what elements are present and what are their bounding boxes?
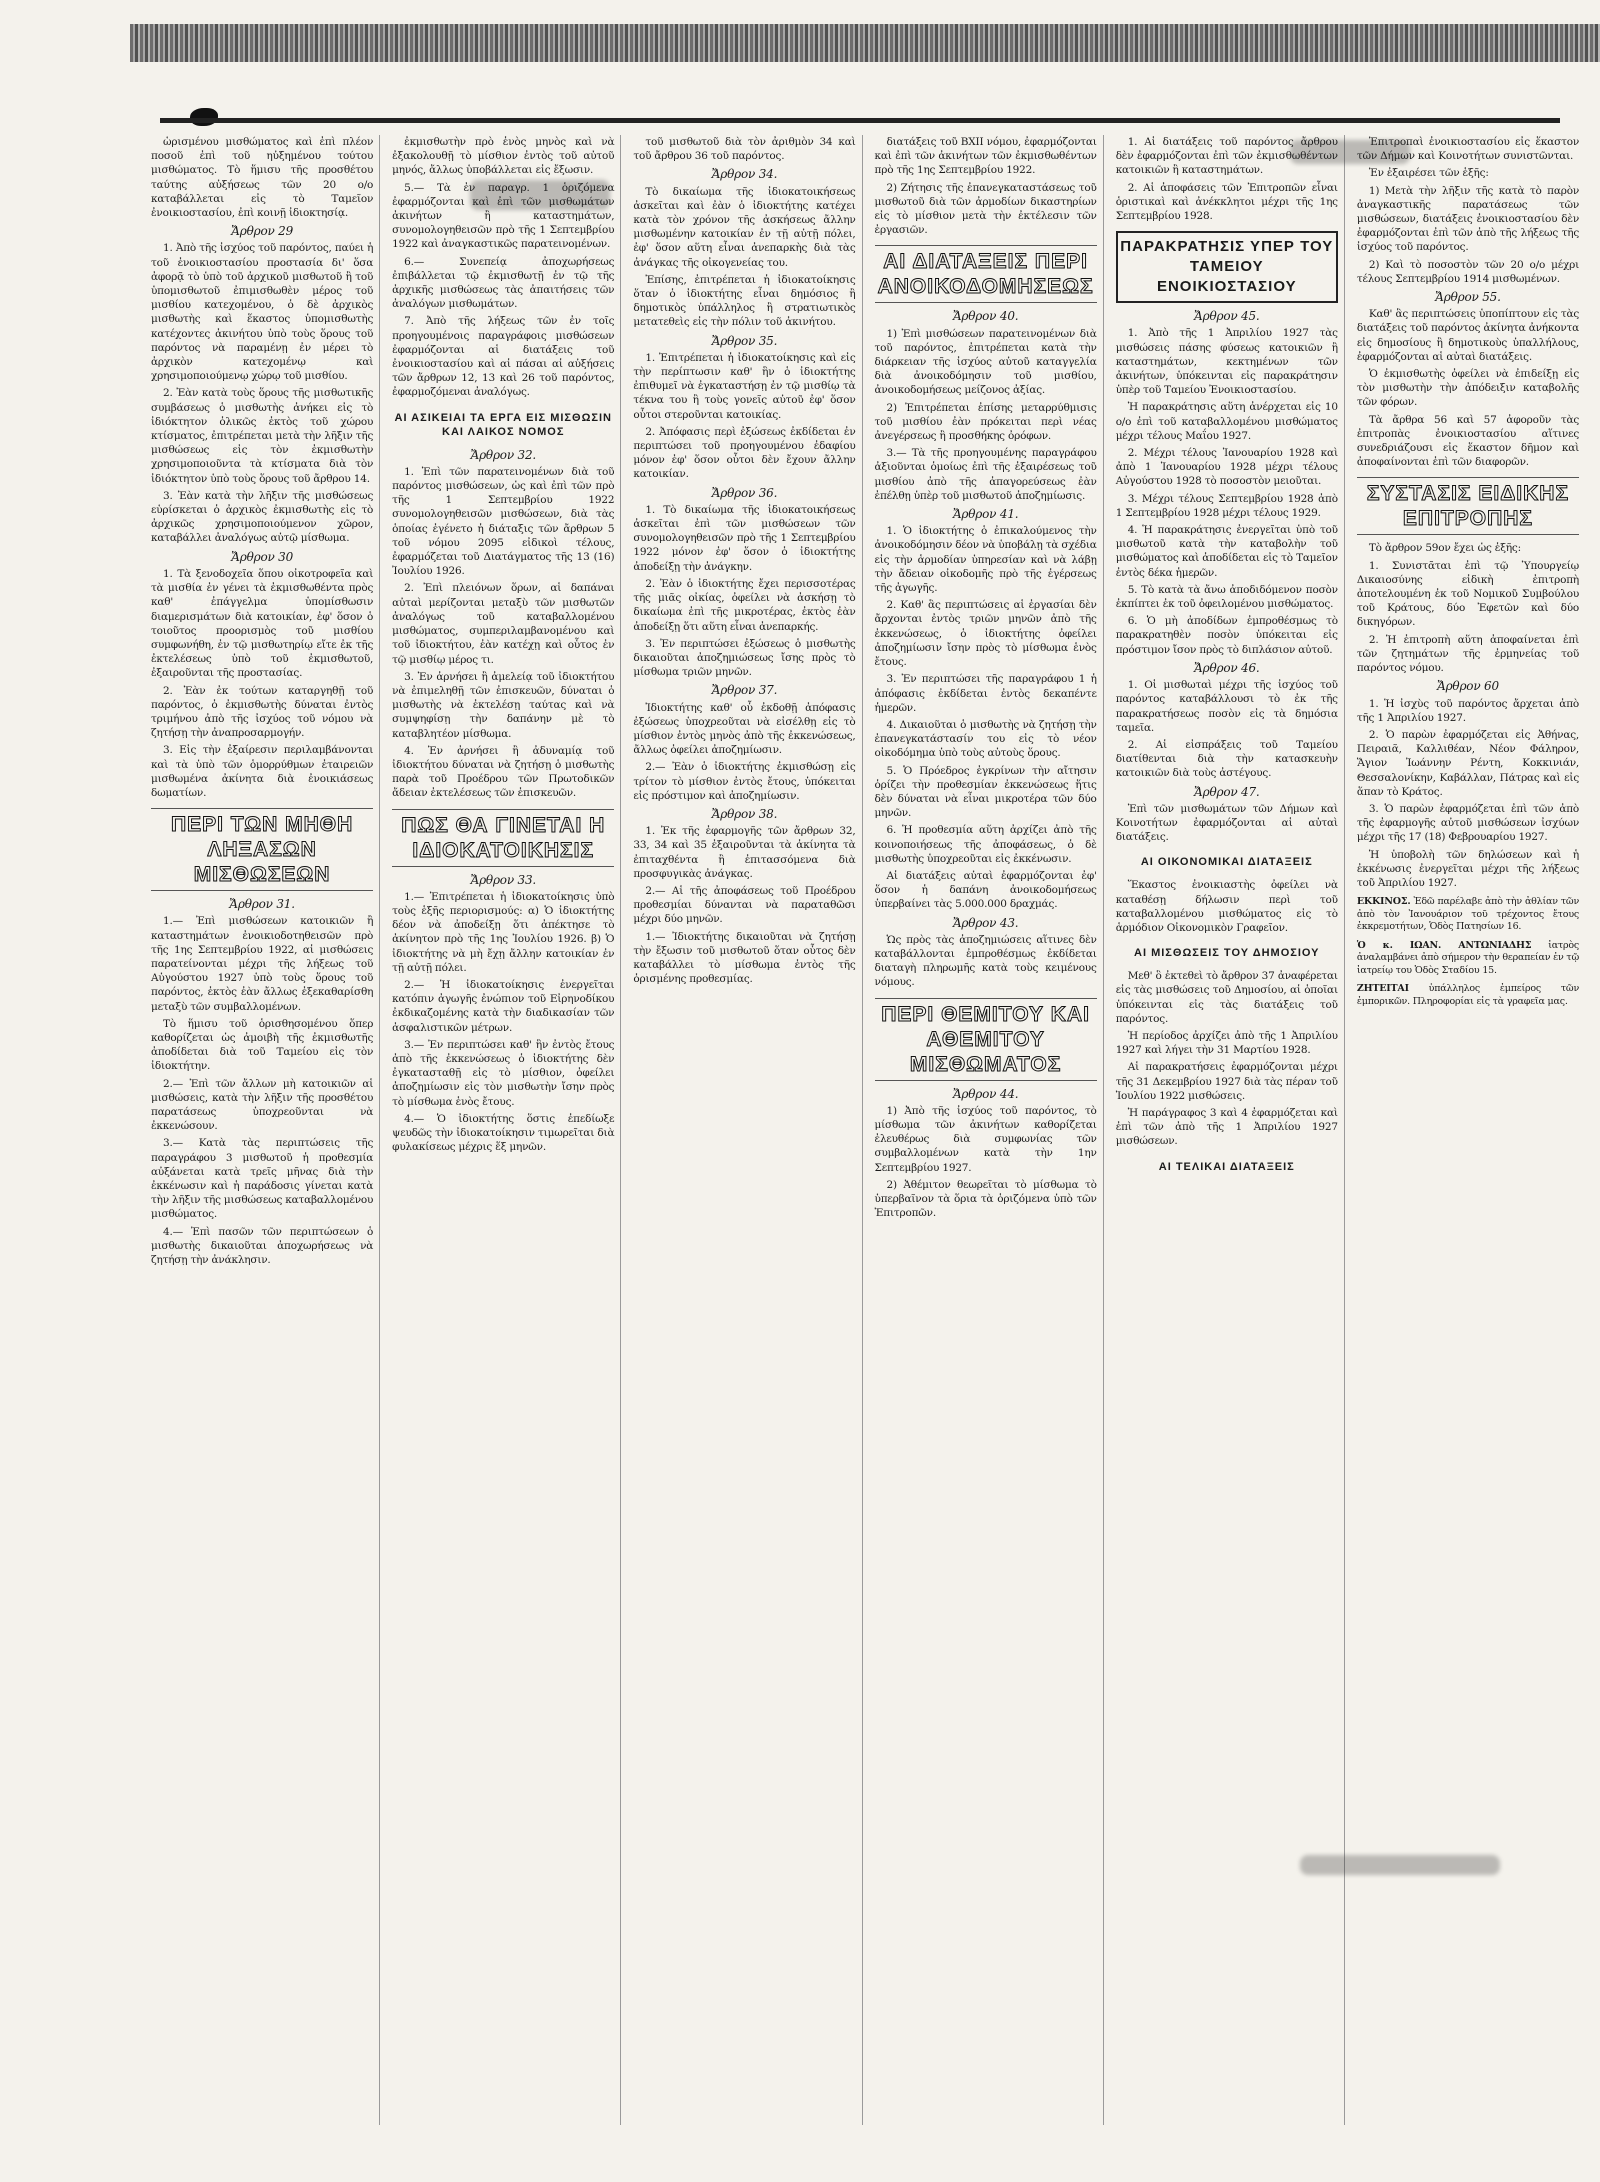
article-heading: Ἄρθρον 60 — [1436, 679, 1499, 694]
article-heading: Ἄρθρον 41. — [952, 507, 1019, 522]
notice-text: Ἐδῶ παρέλαβε ἀπὸ τὴν ἀθλίαν τῶν ἀπὸ τὸν Ἰανουάριον τοῦ τρέχοντος ἔτους ἐκκρεμοτήτων, Ὁδὸς Πατησίων 16. — [1356, 896, 1580, 933]
paragraph: 6.— Συνεπείᾳ ἀποχωρήσεως ἐπιβάλλεται τῷ ἐκμισθωτῇ ἐν τῷ τῆς ἀρχικῆς μισθώσεως τὰς ἀπαιτήσεις τῶν ἀναλόγων μισθωμάτων. — [392, 255, 615, 311]
paragraph: Ἕκαστος ἐνοικιαστὴς ὀφείλει νὰ καταθέσῃ δήλωσιν περὶ τοῦ καταβαλλομένου μισθώματος εἰς τὸ ἁρμόδιον Οἰκονομικὸν Γραφεῖον. — [1115, 879, 1338, 934]
ink-smudge — [470, 180, 610, 210]
paragraph: 1. Οἱ μισθωταὶ μέχρι τῆς ἰσχύος τοῦ παρόντος καταβάλλουσι τὸ ἐκ τῆς παρακρατήσεως ποσὸν εἰς τὰ δημόσια ταμεῖα. — [1115, 679, 1338, 734]
paragraph: 2) Ἐπιτρέπεται ἐπίσης μεταρρύθμισις τοῦ μισθίου ἐὰν πρόκειται περὶ νέας ἀνεγέρσεως ἢ προσθήκης ὀρόφων. — [874, 401, 1097, 443]
paragraph: Αἱ διατάξεις αὐταὶ ἐφαρμόζονται ἐφ' ὅσον ἡ δαπάνη ἀνοικοδομήσεως ὑπερβαίνει τὰς 5.000.000 δραχμάς. — [874, 869, 1097, 911]
paragraph: τοῦ μισθωτοῦ διὰ τὸν ἀριθμὸν 34 καὶ τοῦ ἄρθρου 36 τοῦ παρόντος. — [633, 136, 856, 163]
paragraph: 3.— Τὰ τῆς προηγουμένης παραγράφου ἀξιοῦνται ὁμοίως ἐπὶ τῆς ἐξαιρέσεως τοῦ μισθίου ἀπὸ τῆς ἀπαγορεύσεως ἐὰν ἐπέλθῃ ὑπὲρ τοῦ μισθωτοῦ ἀποζημίωσις. — [874, 447, 1097, 502]
article-heading: Ἄρθρον 44. — [952, 1086, 1019, 1101]
article-heading: Ἄρθρον 30 — [231, 549, 294, 564]
paragraph: 2. Αἱ ἀποφάσεις τῶν Ἐπιτροπῶν εἶναι ὁριστικαὶ καὶ ἀνέκκλητοι μέχρι τῆς 1ης Σεπτεμβρίου 1928. — [1115, 181, 1338, 223]
paragraph: 3.— Ἐν περιπτώσει καθ' ἣν ἐντὸς ἔτους ἀπὸ τῆς ἐκκενώσεως ὁ ἰδιοκτήτης δὲν ἐγκατασταθῇ εἰς τὸ μίσθιον, ὀφείλει ἀποζημίωσιν εἰς τὸν μισθωτὴν ἴσην πρὸς τὸ μίσθωμα ἑνὸς ἔτους. — [392, 1038, 615, 1108]
article-heading: Ἄρθρον 38. — [711, 806, 778, 821]
section-headline: ΠΩΣ ΘΑ ΓΙΝΕΤΑΙ Η ΙΔΙΟΚΑΤΟΙΚΗΣΙΣ — [392, 809, 614, 867]
paragraph: 6. Ὁ μὴ ἀποδίδων ἐμπροθέσμως τὸ παρακρατηθὲν ποσὸν ὑπόκειται εἰς πρόστιμον ἴσον πρὸς τὸ διπλάσιον αὐτοῦ. — [1115, 615, 1338, 656]
paragraph: Αἱ παρακρατήσεις ἐφαρμόζονται μέχρι τῆς 31 Δεκεμβρίου 1927 διὰ τὰς πέραν τοῦ Ἰουλίου 1922 μισθώσεις. — [1115, 1061, 1338, 1102]
article-heading: Ἄρθρον 46. — [1193, 660, 1260, 675]
paragraph: 3. Μέχρι τέλους Σεπτεμβρίου 1928 ἀπὸ 1 Σεπτεμβρίου 1928 μέχρι τέλους 1929. — [1115, 492, 1338, 519]
paragraph: ἐκμισθωτὴν πρὸ ἑνὸς μηνὸς καὶ νὰ ἐξακολουθῇ τὸ μίσθιον ἐντὸς τοῦ αὐτοῦ μηνός, ἄλλως ὑποβάλλεται εἰς ἔξωσιν. — [392, 136, 615, 177]
article-heading: Ἄρθρον 47. — [1193, 784, 1260, 799]
section-headline: ΑΙ ΤΕΛΙΚΑΙ ΔΙΑΤΑΞΕΙΣ — [1158, 1160, 1295, 1173]
paragraph: 3. Ἐν περιπτώσει τῆς παραγράφου 1 ἡ ἀπόφασις ἐκδίδεται ἐντὸς δεκαπέντε ἡμερῶν. — [874, 673, 1097, 714]
paragraph: 1) Μετὰ τὴν λῆξιν τῆς κατὰ τὸ παρὸν ἀναγκαστικῆς παρατάσεως τῶν μισθώσεων, διατάξεις ἐνοικιοστασίου δὲν ἐφαρμόζονται ἐπὶ τῶν ἀπὸ τῆς λήξεως τῆς ἰσχύος τοῦ παρόντος. — [1356, 184, 1580, 254]
paragraph: 4.— Ἐπὶ πασῶν τῶν περιπτώσεων ὁ μισθωτὴς δικαιοῦται ἀποχωρήσεως νὰ ζητήσῃ τὴν ἀνάκλησιν. — [151, 1225, 374, 1267]
paragraph: Ἐν ἐξαιρέσει τῶν ἑξῆς: — [1368, 167, 1489, 180]
paragraph: διατάξεις τοῦ ΒΧΙΙ νόμου, ἐφαρμόζονται καὶ ἐπὶ τῶν ἀκινήτων τῶν ἐκμισθωθέντων πρὸ τῆς 1ης Σεπτεμβρίου 1922. — [874, 136, 1097, 177]
paragraph: 1. Ὁ ἰδιοκτήτης ὁ ἐπικαλούμενος τὴν ἀνοικοδόμησιν δέον νὰ ὑποβάλῃ τὰ σχέδια εἰς τὴν ἁρμοδίαν ὑπηρεσίαν καὶ νὰ λάβῃ τὴν ἄδειαν οἰκοδομῆς πρὸ τῆς ἐγέρσεως τῆς ἀγωγῆς. — [874, 525, 1097, 595]
text-column — [386, 135, 621, 2125]
paragraph: 2. Ἐὰν κατὰ τοὺς ὅρους τῆς μισθωτικῆς συμβάσεως ὁ μισθωτὴς ἀνήκει εἰς τὸ ἰδιόκτητον ὁλικῶς ἐκτὸς τοῦ χώρου κτίσματος, ἐπιτρέπεται μετὰ τὴν λῆξιν τῆς μισθώσεως εἰς τὸν ἐκμισθωτὴν χρησιμοποιοῦντα τὰ κτίσματα διὰ τὸν ἰδιόκτητον ὑπὸ τοὺς ὅρους τοῦ ἄρθρου 14. — [151, 387, 374, 485]
article-heading: Ἄρθρον 33. — [470, 872, 537, 887]
paragraph: 1) Ἀπὸ τῆς ἰσχύος τοῦ παρόντος, τὸ μίσθωμα τῶν ἀκινήτων καθορίζεται ἐλευθέρως διὰ συμφωνίας τῶν συμβαλλομένων κατὰ τὴν 1ην Σεπτεμβρίου 1927. — [874, 1104, 1097, 1174]
classified-notice — [1357, 983, 1579, 1008]
article-heading: Ἄρθρον 35. — [711, 333, 778, 348]
paragraph: 2. Ἐὰν ἐκ τούτων καταργηθῇ τοῦ παρόντος, ὁ ἐκμισθωτὴς δύναται ἐντὸς τριμήνου ἀπὸ τῆς ἰσχύος τοῦ νόμου νὰ ζητήσῃ τὴν ἀναπροσαρμογήν. — [151, 684, 374, 740]
paragraph: 5. Τὸ κατὰ τὰ ἄνω ἀποδιδόμενον ποσὸν ἐκπίπτει ἐκ τοῦ ὀφειλομένου μισθώματος. — [1115, 583, 1338, 611]
section-headline: ΠΕΡΙ ΘΕΜΙΤΟΥ ΚΑΙ ΑΘΕΜΙΤΟΥ ΜΙΣΘΩΜΑΤΟΣ — [875, 998, 1097, 1081]
paragraph: 1. Ἀπὸ τῆς ἰσχύος τοῦ παρόντος, παύει ἡ τοῦ ἐνοικιοστασίου προστασία δι' ὅσα ἀφορᾷ τὸ ὑπὸ τοῦ ἀρχικοῦ μισθωτοῦ ἢ τοῦ ὑπομισθωτοῦ ἐπιμισθωθὲν μέρος τοῦ μισθίου κατεχομένου, ὁ δὲ ἀρχικὸς μισθωτὴς καὶ ἕκαστος ὑπομισθωτὴς κατέχοντες ἀκινήτου ὑπὸ τοὺς ὅρους τοῦ παρόντος νὰ παραμένῃ ἐν μέρει τὸ ἀρχικὸν κατεχομένῳ καὶ χρησιμοποιούμενῳ χώρῳ τοῦ μισθίου. — [151, 242, 374, 383]
paragraph: 2.— Αἱ τῆς ἀποφάσεως τοῦ Προέδρου προθεσμίαι δύνανται νὰ παραταθῶσι μέχρι δύο μηνῶν. — [633, 884, 856, 926]
paragraph: 2) Ζήτησις τῆς ἐπανεγκαταστάσεως τοῦ μισθωτοῦ διὰ τῶν ἀρμοδίων δικαστηρίων εἰς τὸ μίσθιον μετὰ τὴν ἐκτέλεσιν τῶν ἐργασιῶν. — [874, 181, 1097, 237]
paragraph: 1.— Ἐπιτρέπεται ἡ ἰδιοκατοίκησις ὑπὸ τοὺς ἑξῆς περιορισμούς: α) Ὁ ἰδιοκτήτης δέον νὰ ἀποδείξῃ ὅτι ἀπέκτησε τὸ ἀκίνητον πρὸ τῆς 1ης Ἰουλίου 1926. β) Ὁ ἰδιοκτήτης νὰ μὴ ἔχῃ ἄλλην κατοικίαν ἐν τῇ αὐτῇ πόλει. — [392, 890, 615, 974]
paragraph: Ἰδιοκτήτης καθ' οὗ ἐκδοθῇ ἀπόφασις ἐξώσεως ὑποχρεοῦται νὰ εἰσέλθῃ εἰς τὸ μίσθιον ἐντὸς μηνὸς ἀπὸ τῆς ἐκκενώσεως, ἄλλως ὀφείλει ἀποζημίωσιν. — [633, 701, 856, 757]
paragraph: 1. Ἐκ τῆς ἐφαρμογῆς τῶν ἄρθρων 32, 33, 34 καὶ 35 ἐξαιροῦνται τὰ ἀκίνητα τὰ ἐπιταχθέντα ἢ ἐπιτασσόμενα διὰ προσφυγικὰς ἀνάγκας. — [633, 825, 856, 880]
paragraph: 1. Ἐπὶ τῶν παρατεινομένων διὰ τοῦ παρόντος μισθώσεων, ὡς καὶ ἐπὶ τῶν πρὸ τῆς 1 Σεπτεμβρίου 1922 συνομολογηθεισῶν μισθώσεων, διὰ τὰς ὁποίας ἐγένετο ἡ διάταξις τῶν ἄρθρων 5 τοῦ νόμου 2095 εἰδικοὶ τέλους, ἐφαρμόζεται τοῦ Διατάγματος τῆς 13 (16) Ἰουλίου 1926. — [392, 465, 615, 578]
paragraph: 1.— Ἰδιοκτήτης δικαιοῦται νὰ ζητήσῃ τὴν ἔξωσιν τοῦ μισθωτοῦ ὅταν οὗτος δὲν καταβάλλει τὸ μίσθωμα ἐντὸς τῆς ὁρισμένης προθεσμίας. — [633, 930, 856, 986]
notice-text: ὑπάλληλος ἐμπείρος τῶν ἐμπορικῶν. Πληροφορίαι εἰς τὰ γραφεῖα μας. — [1356, 983, 1580, 1007]
paragraph: Ἐπιτροπαὶ ἐνοικιοστασίου εἰς ἕκαστον τῶν Δήμων καὶ Κοινοτήτων συνιστῶνται. — [1356, 136, 1580, 163]
paragraph: 4.— Ὁ ἰδιοκτήτης ὅστις ἐπεδίωξε ψευδῶς τὴν ἰδιοκατοίκησιν τιμωρεῖται διὰ φυλακίσεως μέχρις ἕξ μηνῶν. — [392, 1112, 615, 1154]
paragraph: Μεθ' ὃ ἐκτεθεὶ τὸ ἄρθρον 37 ἀναφέρεται εἰς τὰς μισθώσεις τοῦ Δημοσίου, αἱ ὁποῖαι ὑπόκεινται εἰς τὰς διατάξεις τοῦ παρόντος. — [1115, 970, 1338, 1025]
section-headline: ΑΙ ΑΣΙΚΕΙΑΙ ΤΑ ΕΡΓΑ ΕΙΣ ΜΙΣΘΩΣΙΝ ΚΑΙ ΛΑΙΚΟΣ ΝΟΜΟΣ — [394, 411, 612, 438]
classified-notice — [1357, 896, 1579, 934]
notice-name: ΕΚΚΙΝΟΣ. — [1356, 896, 1411, 908]
text-column — [145, 135, 380, 2125]
section-headline: ΣΥΣΤΑΣΙΣ ΕΙΔΙΚΗΣ ΕΠΙΤΡΟΠΗΣ — [1357, 477, 1579, 535]
section-headline: ΠΕΡΙ ΤΩΝ ΜΗΘΗ ΛΗΞΑΣΩΝ ΜΙΣΘΩΣΕΩΝ — [151, 808, 373, 891]
paragraph: Τὸ δικαίωμα τῆς ἰδιοκατοικήσεως ἀσκεῖται καὶ ἐὰν ὁ ἰδιοκτήτης κατέχει κατὰ τὸν χρόνον τῆς ἀσκήσεως ἄλλην μισθωμένην κατοικίαν ἐν τῇ αὐτῇ πόλει, ἐφ' ὅσον αὕτη εἶναι ἀνεπαρκὴς διὰ τὰς ἀνάγκας τῆς οἰκογενείας του. — [633, 185, 856, 269]
paragraph: 3. Ὁ παρὼν ἐφαρμόζεται ἐπὶ τῶν ἀπὸ τῆς ἐφαρμογῆς αὐτοῦ μισθώσεων ἰσχύων μέχρι τῆς 17 (18) Φεβρουαρίου 1927. — [1356, 802, 1580, 844]
paragraph: Καθ' ἃς περιπτώσεις ὑποπίπτουν εἰς τὰς διατάξεις τοῦ παρόντος ἀκίνητα ἀνήκοντα εἰς δημοσίους ἢ δημοτικοὺς ὑπαλλήλους, ἐφαρμόζονται αἱ αὐταὶ διατάξεις. — [1356, 308, 1580, 363]
top-rule — [160, 118, 1560, 123]
text-column — [869, 135, 1104, 2125]
paragraph: 2. Μέχρι τέλους Ἰανουαρίου 1928 καὶ ἀπὸ 1 Ἰανουαρίου 1928 μέχρι τέλους Αὐγούστου 1928 τὸ ποσοστὸν μειοῦται. — [1115, 447, 1338, 488]
paragraph: 2.— Ἐπὶ τῶν ἄλλων μὴ κατοικιῶν αἱ μισθώσεις, κατὰ τὴν λῆξιν τῆς προσθέτου παρατάσεως ὑποχρεοῦνται νὰ ἐκκενώσουν. — [151, 1077, 374, 1133]
paragraph: 3. Ἐν περιπτώσει ἐξώσεως ὁ μισθωτὴς δικαιοῦται ἀποζημιώσεως ἴσης πρὸς τὸ μίσθωμα τριῶν μηνῶν. — [633, 637, 856, 679]
section-headline: ΑΙ ΟΙΚΟΝΟΜΙΚΑΙ ΔΙΑΤΑΞΕΙΣ — [1140, 856, 1313, 869]
paragraph: 4. Ἡ παρακράτησις ἐνεργεῖται ὑπὸ τοῦ μισθωτοῦ κατὰ τὴν καταβολὴν τοῦ μισθώματος καὶ ἀποδίδεται εἰς τὸ Ταμεῖον ἐντὸς δέκα ἡμερῶν. — [1115, 524, 1338, 579]
classified-notice — [1357, 940, 1579, 978]
paragraph: 2. Καθ' ἃς περιπτώσεις αἱ ἐργασίαι δὲν ἄρχονται ἐντὸς τριῶν μηνῶν ἀπὸ τῆς ἐκκενώσεως, ὁ ἰδιοκτήτης ὀφείλει ἀποζημίωσιν ἴσην πρὸς τὸ μίσθωμα ἑνὸς ἔτους. — [874, 599, 1097, 669]
section-headline: ΑΙ ΜΙΣΘΩΣΕΙΣ ΤΟΥ ΔΗΜΟΣΙΟΥ — [1134, 947, 1320, 960]
notice-name: Ὁ κ. ΙΩΑΝ. ΑΝΤΩΝΙΑΔΗΣ — [1356, 939, 1532, 951]
paragraph: 3. Εἰς τὴν ἐξαίρεσιν περιλαμβάνονται καὶ τὰ ὑπὸ τῶν ὁμορρύθμων ἐταιρειῶν μισθωμένα ἀκίνητα διὰ ἐνοικιάσεως δωματίων. — [151, 744, 374, 799]
paragraph: Ἐπὶ τῶν μισθωμάτων τῶν Δήμων καὶ Κοινοτήτων ἐφαρμόζονται αἱ αὐταὶ διατάξεις. — [1115, 802, 1338, 844]
article-heading: Ἄρθρον 40. — [952, 309, 1019, 324]
paragraph: 2. Ἀπόφασις περὶ ἐξώσεως ἐκδίδεται ἐν περιπτώσει τοῦ προηγουμένου ἐδαφίου μόνον ἐφ' ὅσον οὗτοι δὲν ἔχουν ἄλλην κατοικίαν. — [633, 425, 856, 481]
paragraph: 1. Τὸ δικαίωμα τῆς ἰδιοκατοικήσεως ἀσκεῖται ἐπὶ τῶν μισθώσεων τῶν συνομολογηθεισῶν πρὸ τῆς 1 Σεπτεμβρίου 1922 μόνον ἐφ' ὅσον ὁ ἰδιοκτήτης ἀποδείξῃ τὴν ἀνάγκην. — [633, 503, 856, 573]
paragraph: 1. Συνιστᾶται ἐπὶ τῷ Ὑπουργείῳ Δικαιοσύνης εἰδικὴ ἐπιτροπὴ ἀποτελουμένη ἐκ τοῦ Νομικοῦ Συμβούλου τοῦ Κράτους, δύο Ἐφετῶν καὶ δύο δικηγόρων. — [1356, 559, 1580, 629]
paragraph: Τὰ ἄρθρα 56 καὶ 57 ἀφοροῦν τὰς ἐπιτροπὰς ἐνοικιοστασίου αἵτινες συνεδριάζουσι εἰς ἕκαστον δῆμον καὶ ἀποφαίνονται ἐπὶ τῶν διαφορῶν. — [1356, 413, 1580, 469]
paragraph: Ὡς πρὸς τὰς ἀποζημιώσεις αἵτινες δὲν καταβάλλονται ἐμπροθέσμως ἐκδίδεται διαταγὴ πληρωμῆς κατὰ τοὺς κειμένους νόμους. — [874, 933, 1097, 989]
paragraph: Ἡ παρακράτησις αὕτη ἀνέρχεται εἰς 10 ο/ο ἐπὶ τοῦ καταβαλλομένου μισθώματος μέχρι τέλους Μαΐου 1927. — [1115, 401, 1338, 442]
ink-blot — [190, 108, 218, 126]
text-column — [1110, 135, 1345, 2125]
article-heading: Ἄρθρον 34. — [711, 167, 778, 182]
paragraph: 2. Ὁ παρὼν ἐφαρμόζεται εἰς Ἀθήνας, Πειραιᾶ, Καλλιθέαν, Νέον Φάληρον, Ἅγιον Ἰωάννην Ρέντη, Κοκκινιάν, Θεσσαλονίκην, Καβάλλαν, Πάτρας καὶ εἰς ἅπαν τὸ Κράτος. — [1356, 728, 1580, 798]
scan-border — [130, 24, 1600, 62]
paragraph: 1. Αἱ διατάξεις τοῦ παρόντος ἄρθρου δὲν ἐφαρμόζονται ἐπὶ τῶν ἐκμισθωθέντων κατοικιῶν ἢ καταστημάτων. — [1115, 136, 1338, 177]
paragraph: 1. Ἐπιτρέπεται ἡ ἰδιοκατοίκησις καὶ εἰς τὴν περίπτωσιν καθ' ἣν ὁ ἰδιοκτήτης ἐπιθυμεῖ νὰ ἐγκαταστήσῃ ἐν τῷ μισθίῳ τὰ τέκνα του ἢ τοὺς γονεῖς αὐτοῦ ἐφ' ὅσον οὗτοι στεροῦνται κατοικίας. — [633, 351, 856, 421]
paragraph: Ἡ περίοδος ἀρχίζει ἀπὸ τῆς 1 Ἀπριλίου 1927 καὶ λήγει τὴν 31 Μαρτίου 1928. — [1115, 1029, 1338, 1057]
article-heading: Ἄρθρον 43. — [952, 915, 1019, 930]
article-heading: Ἄρθρον 32. — [470, 447, 537, 462]
paragraph: 2) Καὶ τὸ ποσοστὸν τῶν 20 ο/ο μέχρι τέλους Σεπτεμβρίου 1914 μισθωμένων. — [1356, 258, 1580, 285]
paragraph: Ἐπίσης, ἐπιτρέπεται ἡ ἰδιοκατοίκησις ὅταν ὁ ἰδιοκτήτης εἶναι δημόσιος ἢ δημοτικὸς ὑπάλληλος ἢ στρατιωτικὸς μετατεθεὶς εἰς τὴν πόλιν τοῦ ἀκινήτου. — [633, 273, 856, 329]
newspaper-page — [145, 135, 1585, 2125]
paragraph: 6. Ἡ προθεσμία αὕτη ἀρχίζει ἀπὸ τῆς κοινοποιήσεως τῆς ἀποφάσεως, ὁ δὲ μισθωτὴς ὑποχρεοῦται εἰς ἐκκένωσιν. — [874, 824, 1097, 865]
article-heading: Ἄρθρον 55. — [1435, 290, 1501, 305]
paragraph: Ἡ ὑποβολὴ τῶν δηλώσεων καὶ ἡ ἐκκένωσις ἐνεργεῖται μέχρι τῆς λήξεως τοῦ Ἀπριλίου 1927. — [1356, 848, 1580, 889]
paragraph: 5.— Τὰ ἐν παραγρ. 1 ὁριζόμενα ἐφαρμόζονται καὶ ἐπὶ τῶν μισθωμάτων ἀκινήτων ἢ καταστημάτων, συνομολογηθεισῶν πρὸ τῆς 1 Σεπτεμβρίου 1922 καὶ ἀναγκαστικῶς παρατεινομένων. — [392, 181, 615, 251]
notice-text: ἰατρὸς ἀναλαμβάνει ἀπὸ σήμερον τὴν θεραπείαν ἐν τῷ ἰατρείῳ του Ὁδὸς Σταδίου 15. — [1356, 939, 1580, 976]
paragraph: 1. Ἀπὸ τῆς 1 Ἀπριλίου 1927 τὰς μισθώσεις πάσης φύσεως κατοικιῶν ἢ καταστημάτων, κεκτημένων τῶν ἀκινήτων, ὑπόκεινται εἰς παρακράτησιν ὑπὲρ τοῦ Ταμείου Ἐνοικιοστασίου. — [1115, 327, 1338, 397]
paragraph: 2) Ἀθέμιτον θεωρεῖται τὸ μίσθωμα τὸ ὑπερβαῖνον τὰ ὅρια τὰ ὁριζόμενα ὑπὸ τῶν Ἐπιτροπῶν. — [874, 1178, 1097, 1220]
paragraph: 1. Ἡ ἰσχὺς τοῦ παρόντος ἄρχεται ἀπὸ τῆς 1 Ἀπριλίου 1927. — [1356, 697, 1580, 724]
section-headline: ΑΙ ΔΙΑΤΑΞΕΙΣ ΠΕΡΙ ΑΝΟΙΚΟΔΟΜΗΣΕΩΣ — [875, 245, 1097, 303]
paragraph: 1. Τὰ ξενοδοχεῖα ὅπου οἰκοτροφεῖα καὶ τὰ μισθία ἐν γένει τὰ ἐκμισθωθέντα πρὸς καθ' ἐπάγγελμα ὑπομίσθωσιν διαμερισμάτων διὰ κατοικίαν, ἐφ' ὅσον ὁ τοιοῦτος προορισμὸς τοῦ μισθίου συμφωνήθη, ἐν τῷ μισθωτηρίῳ εἴτε ἐκ τῆς ἐκτελέσεως ὑπὸ τοῦ ἐκμισθωτοῦ, ἐξαιροῦνται τῆς προστασίας. — [151, 567, 374, 680]
paragraph: 2. Ἡ ἐπιτροπὴ αὕτη ἀποφαίνεται ἐπὶ τῶν ζητημάτων τῆς ἐρμηνείας τοῦ παρόντος νόμου. — [1356, 633, 1580, 675]
paragraph: 2.— Ἐὰν ὁ ἰδιοκτήτης ἐκμισθώσῃ εἰς τρίτον τὸ μίσθιον ἐντὸς ἔτους, ὑπόκειται εἰς πρόστιμον καὶ ἀποζημίωσιν. — [633, 761, 856, 802]
paragraph: ὡρισμένου μισθώματος καὶ ἐπὶ πλέον ποσοῦ ἐπὶ τοῦ ηὐξημένου τούτου μισθώματος. Τὸ ἥμισυ τῆς προσθέτου ταύτης αὐξήσεως τῶν 20 ο/ο καταβάλλεται εἰς τὸ Ταμεῖον ἐνοικιοστασίου, ἐπὶ κοινῇ ἰδιοκτησίᾳ. — [151, 136, 374, 220]
paragraph: 5. Ὁ Πρόεδρος ἐγκρίνων τὴν αἴτησιν ὁρίζει τὴν προθεσμίαν ἐκκενώσεως ἥτις δὲν δύναται νὰ εἶναι μικροτέρα τῶν δύο μηνῶν. — [874, 764, 1097, 820]
paragraph: 3. Ἐν ἀρνήσει ἢ ἀμελείᾳ τοῦ ἰδιοκτήτου νὰ ἐπιμεληθῇ τῶν ἐπισκευῶν, δύναται ὁ μισθωτὴς νὰ ἐκτελέσῃ ταύτας καὶ νὰ συμψηφίσῃ τὴν δαπάνην μὲ τὸ καταβλητέον μίσθωμα. — [392, 670, 615, 740]
ink-smudge — [1300, 1855, 1500, 1875]
paragraph: 4. Δικαιοῦται ὁ μισθωτὴς νὰ ζητήσῃ τὴν ἐπανεγκατάστασίν του εἰς τὸ νέον οἰκοδόμημα ὑπὸ τοὺς αὐτοὺς ὅρους. — [874, 718, 1097, 760]
paragraph: 2. Αἱ εἰσπράξεις τοῦ Ταμείου διατίθενται διὰ τὴν κατασκευὴν κατοικιῶν διὰ τοὺς ἀστέγους. — [1115, 738, 1338, 780]
paragraph: 2.— Ἡ ἰδιοκατοίκησις ἐνεργεῖται κατόπιν ἀγωγῆς ἐνώπιον τοῦ Εἰρηνοδίκου ἐκδικαζομένης κατὰ τὴν διαδικασίαν τῶν ἀσφαλιστικῶν μέτρων. — [392, 978, 615, 1034]
article-heading: Ἄρθρον 45. — [1193, 309, 1260, 324]
article-heading: Ἄρθρον 31. — [229, 897, 295, 912]
paragraph: 3.— Κατὰ τὰς περιπτώσεις τῆς παραγράφου 3 μισθωτοῦ ἡ προθεσμία αὐξάνεται κατὰ τρεῖς μῆνας διὰ τὴν ἐκκένωσιν καὶ ἡ παράδοσις γίνεται κατὰ τὴν λῆξιν τῆς μισθώσεως καταβαλλομένου μισθώματος. — [151, 1137, 374, 1221]
notice-name: ΖΗΤΕΙΤΑΙ — [1356, 983, 1409, 995]
paragraph: 4. Ἐν ἀρνήσει ἢ ἀδυναμίᾳ τοῦ ἰδιοκτήτου δύναται νὰ ζητήσῃ ὁ μισθωτὴς παρὰ τοῦ Προέδρου τῶν Πρωτοδικῶν ἄδειαν ἐκτελέσεως τῶν ἐπισκευῶν. — [392, 744, 615, 800]
paragraph: Τὸ ἄρθρον 59ον ἔχει ὡς ἑξῆς: — [1368, 542, 1521, 555]
paragraph: 1) Ἐπὶ μισθώσεων παρατεινομένων διὰ τοῦ παρόντος, ἐπιτρέπεται κατὰ τὴν διάρκειαν τῆς ἰσχύος αὐτοῦ καταγγελία διὰ ἀνοικοδόμησιν τοῦ μισθίου, ἀνοικοδομήσεως μείζονος ἀξίας. — [874, 327, 1097, 397]
paragraph: 7. Ἀπὸ τῆς λήξεως τῶν ἐν τοῖς προηγουμένοις παραγράφοις μισθώσεων ἐφαρμόζονται αἱ διατάξεις τοῦ ἐνοικιοστασίου καὶ αἱ πάσαι αἱ αὐξήσεις τῶν ἄρθρων 12, 13 καὶ 26 τοῦ παρόντος, ἐφαρμοζόμεναι ἀναλόγως. — [392, 315, 615, 399]
paragraph: 3. Ἐὰν κατὰ τὴν λῆξιν τῆς μισθώσεως εὑρίσκεται ὁ ἀρχικὸς ἐκμισθωτὴς εἰς τὸ ἀρχικῶς χρησιμοποιούμενον χῶρον, καταβάλλει ἀναλόγως αὐτῷ μίσθωμα. — [151, 489, 374, 545]
paragraph: Ὁ ἐκμισθωτὴς ὀφείλει νὰ ἐπιδείξῃ εἰς τὸν μισθωτὴν τὴν ἀπόδειξιν καταβολῆς τῶν φόρων. — [1356, 368, 1580, 409]
paragraph: 2. Ἐὰν ὁ ἰδιοκτήτης ἔχει περισσοτέρας τῆς μιᾶς οἰκίας, ὀφείλει νὰ ἀσκήσῃ τὸ δικαίωμα ἐπὶ τῆς μικροτέρας, ἐκτὸς ἐὰν ἀποδείξῃ ὅτι αὕτη εἶναι ἀνεπαρκής. — [633, 577, 856, 633]
paragraph: Ἡ παράγραφος 3 καὶ 4 ἐφαρμόζεται καὶ ἐπὶ τῶν ἀπὸ τῆς 1 Ἀπριλίου 1927 μισθώσεων. — [1115, 1106, 1338, 1148]
article-heading: Ἄρθρον 36. — [711, 485, 778, 500]
paragraph: 2. Ἐπὶ πλειόνων ὅρων, αἱ δαπάναι αὐταὶ μερίζονται μεταξὺ τῶν μισθωτῶν ἀναλόγως τοῦ καταβαλλομένου μισθώματος, συμπεριλαμβανομένου καὶ τοῦ ἰδιοκτήτου, ἐὰν κατέχῃ καὶ οὗτος ἐν τῷ μισθίῳ μέρος τι. — [392, 582, 615, 666]
paragraph: 1.— Ἐπὶ μισθώσεων κατοικιῶν ἢ καταστημάτων ἐνοικιοδοτηθεισῶν πρὸ τῆς 1ης Σεπτεμβρίου 1922, αἱ μισθώσεις παρατείνονται μέχρι τῆς λήξεως τοῦ Αὐγούστου 1927 ὑπὸ τοὺς ὅρους τοῦ παρόντος, ἐκτὸς ἐὰν ἄλλως ἐξεκαθαρίσθη μεταξὺ τῶν συμβαλλομένων. — [151, 915, 374, 1013]
article-heading: Ἄρθρον 29 — [231, 224, 294, 239]
text-column — [627, 135, 862, 2125]
section-headline: ΠΑΡΑΚΡΑΤΗΣΙΣ ΥΠΕΡ ΤΟΥ ΤΑΜΕΙΟΥ ΕΝΟΙΚΙΟΣΤΑΣΙΟΥ — [1116, 231, 1338, 303]
text-column — [1351, 135, 1585, 2125]
paragraph: Τὸ ἥμισυ τοῦ ὁρισθησομένου ὅπερ καθορίζεται ὡς ἀμοιβὴ τῆς ἐκμισθωτῆς ἀποδίδεται διὰ τοῦ Ταμείου εἰς τὸν ἰδιοκτήτην. — [151, 1017, 374, 1073]
article-heading: Ἄρθρον 37. — [711, 683, 778, 698]
ink-smudge — [1290, 140, 1410, 164]
